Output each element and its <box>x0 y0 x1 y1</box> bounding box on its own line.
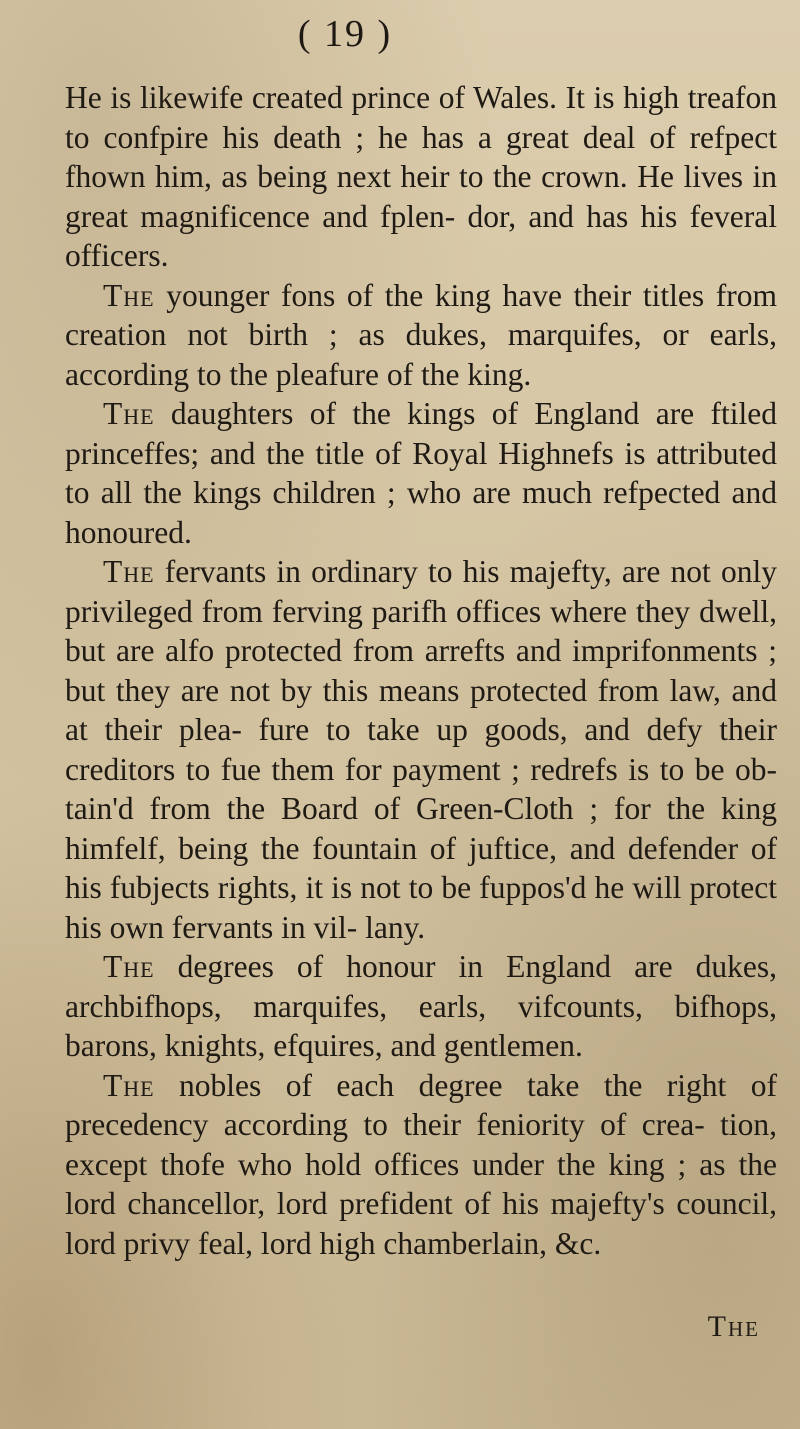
paragraph-text: nobles of each degree take the right of precedency according to their feniority of crea- tion, except thofe who hold offices under the king ; as the lord chancellor, lord prefident of his majefty's council, lord privy feal, lord high chamberlain, &c. <box>65 1067 777 1261</box>
paragraph-degrees-of-honour <box>65 947 777 1066</box>
paragraph-lead-word: The <box>103 396 155 431</box>
paragraph-text: degrees of honour in England are dukes, archbifhops, marquifes, earls, vifcounts, bifhops, barons, knights, efquires, and gentlemen. <box>65 949 777 1063</box>
paragraph-daughters <box>65 394 777 552</box>
catchword: The <box>707 1310 760 1343</box>
paragraph-lead-word: The <box>103 277 155 313</box>
paragraph-younger-sons <box>65 276 777 395</box>
body-text <box>65 78 777 1263</box>
page-number: ( 19 ) <box>297 13 393 55</box>
paragraph-prince-of-wales <box>65 78 777 276</box>
paragraph-lead-word: The <box>103 949 155 984</box>
paragraph-precedency <box>65 1066 777 1264</box>
paragraph-lead-word: The <box>103 1067 155 1103</box>
paragraph-servants <box>65 552 777 947</box>
paragraph-lead-word: The <box>103 554 155 589</box>
paragraph-text: He is likewife created prince of Wales. It is high treafon to confpire his death ; he has a great deal of refpect fhown him, as being next heir to the crown. He lives in great magnificence and fplen- dor, and has his feveral officers. <box>65 80 777 273</box>
paragraph-text: daughters of the kings of England are ftiled princeffes; and the title of Royal Highnefs is attributed to all the kings children ; who are much refpected and honoured. <box>65 396 777 550</box>
paragraph-text: younger fons of the king have their titles from creation not birth ; as dukes, marquifes, or earls, according to the pleafure of the king. <box>65 277 777 392</box>
paragraph-text: fervants in ordinary to his majefty, are not only privileged from ferving parifh offices where they dwell, but are alfo protected from arrefts and imprifonments ; but they are not by this means protected from law, and at their plea- fure to take up goods, and defy their creditors to fue them for payment ; redrefs is to be ob- tain'd from the Board of Green-Cloth ; for the king himfelf, being the fountain of juftice, and defender of his fubjects rights, it is not to be fuppos'd he will protect his own fervants in vil- lany. <box>65 554 777 945</box>
